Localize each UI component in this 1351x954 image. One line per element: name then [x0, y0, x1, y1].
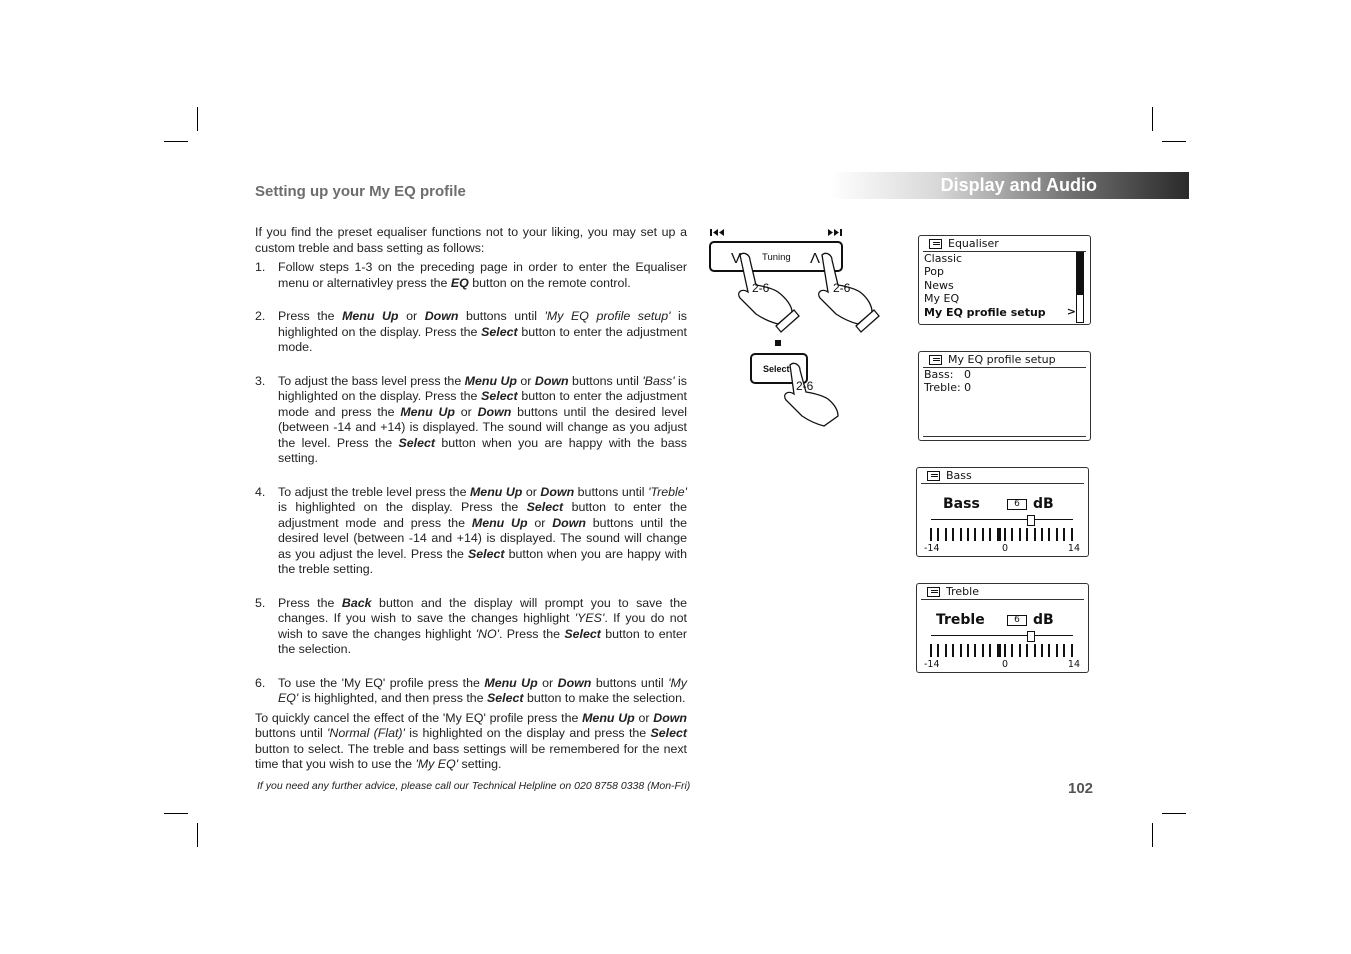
step-text: or: [455, 404, 478, 419]
scale-mid: 0: [1002, 543, 1009, 554]
screen-title: Bass: [946, 469, 972, 482]
step-text: button to enter the adjustment mode and press the: [278, 389, 687, 419]
scale-tick: [937, 528, 939, 541]
scale-tick: [982, 644, 984, 657]
eq-unit: dB: [1033, 496, 1054, 512]
menu-icon: [929, 239, 942, 249]
scale-tick: [1004, 644, 1006, 657]
step-text: Press the: [278, 595, 342, 610]
scale-tick: [1026, 644, 1028, 657]
scale-tick: [989, 644, 991, 657]
stop-icon: [775, 340, 781, 346]
crop-mark: [1152, 823, 1153, 847]
scale-tick: [930, 644, 932, 657]
menu-item: News: [924, 278, 954, 292]
step-text: buttons until: [591, 675, 669, 690]
scale-tick: [1071, 644, 1073, 657]
select-label: Select: [763, 364, 790, 374]
crop-mark: [1162, 141, 1186, 142]
step-ref-select: 2-6: [796, 379, 814, 393]
scale-tick: [967, 644, 969, 657]
screen-title: Treble: [946, 585, 979, 598]
scale-tick: [1019, 644, 1021, 657]
scale-tick: [1026, 528, 1028, 541]
menu-option: 'Treble': [648, 484, 688, 499]
step-text: button to make the selection.: [523, 691, 686, 705]
key-down: Down: [540, 484, 575, 499]
scale-tick: [1011, 528, 1013, 541]
menu-item: Classic: [924, 252, 963, 265]
equaliser-screen: [918, 235, 1091, 325]
step-text: To adjust the treble level press the: [278, 484, 470, 499]
scale-tick: [1056, 644, 1058, 657]
scale-tick: [997, 528, 1001, 541]
crop-mark: [1162, 813, 1186, 814]
menu-option: 'NO': [475, 626, 499, 641]
key-menu-up: Menu Up: [471, 515, 528, 530]
scale-tick: [945, 644, 947, 657]
step-text: To use the 'My EQ' profile press the: [278, 675, 485, 690]
banner-title: Display and Audio: [940, 175, 1097, 195]
menu-option: 'My EQ profile setup': [544, 309, 671, 323]
step-text: button to enter the adjustment mode and press the: [278, 500, 687, 530]
key-select: Select: [650, 726, 688, 740]
step-text: . Press the: [498, 626, 565, 641]
step-text: is highlighted on the display. Press the: [278, 373, 687, 403]
step-number: 1.: [255, 260, 266, 274]
para-text: button to select. The treble and bass settings will be remembered for the next time that you wish to use the: [255, 741, 687, 771]
treble-screen: [916, 583, 1089, 673]
step-ref-right: 2-6: [833, 281, 851, 295]
scale-tick: [1004, 528, 1006, 541]
scale-max: 14: [1067, 543, 1080, 554]
menu-item-selected: My EQ profile setup: [924, 305, 1046, 319]
step-text: To adjust the bass level press the: [278, 373, 465, 388]
final-paragraph: [255, 711, 687, 773]
bass-screen: [916, 467, 1089, 557]
step-text: buttons until: [458, 309, 545, 323]
step-text: buttons until the desired level (between -14 and +14) is displayed. The sound will change as you adjust the level. Press the: [278, 404, 687, 450]
key-down: Down: [534, 373, 569, 388]
key-select: Select: [481, 324, 518, 339]
screen-title: My EQ profile setup: [948, 353, 1056, 366]
eq-slider-handle: [1027, 515, 1035, 526]
scale-min: -14: [924, 659, 940, 670]
step-text: Press the: [278, 309, 343, 323]
key-select: Select: [398, 435, 435, 450]
step-3: [255, 374, 687, 467]
step-4: [255, 485, 687, 578]
crop-mark: [1152, 107, 1153, 131]
menu-icon: [927, 471, 940, 481]
scale-tick: [930, 528, 932, 541]
step-text: button to enter the selection.: [278, 626, 687, 656]
key-down: Down: [424, 309, 459, 323]
skip-back-icon: [710, 229, 724, 236]
step-text: button to enter the adjustment mode.: [278, 324, 687, 354]
step-number: 3.: [255, 373, 266, 388]
menu-item: My EQ: [924, 292, 960, 306]
scale-tick: [1063, 644, 1065, 657]
scale-tick: [1071, 528, 1073, 541]
step-text: or: [516, 373, 535, 388]
scale-tick: [974, 644, 976, 657]
crop-mark: [164, 141, 188, 142]
step-number: 5.: [255, 595, 266, 610]
para-text: is highlighted on the display and press the: [404, 726, 651, 740]
step-text: buttons until: [568, 373, 643, 388]
menu-icon: [929, 355, 942, 365]
step-number: 6.: [255, 675, 266, 690]
step-text: is highlighted, and then press the: [298, 691, 488, 705]
skip-forward-icon: [828, 229, 842, 236]
eq-value: 6: [1007, 615, 1027, 626]
treble-value: 0: [964, 381, 972, 395]
scale-tick: [1063, 528, 1065, 541]
key-menu-up: Menu Up: [469, 484, 523, 499]
key-select: Select: [481, 389, 518, 403]
tuning-down-arrow: V: [731, 250, 742, 267]
eq-slider-handle: [1027, 631, 1035, 642]
scale-tick: [1048, 644, 1050, 657]
scale-tick: [989, 528, 991, 541]
key-select: Select: [526, 500, 564, 514]
scale-min: -14: [924, 543, 940, 554]
menu-option: 'My EQ': [415, 757, 459, 771]
tuning-label: Tuning: [762, 252, 791, 263]
scrollbar: [1076, 252, 1084, 323]
step-text: is highlighted on the display. Press the: [278, 500, 527, 514]
menu-option: 'My EQ': [278, 675, 688, 705]
menu-option: 'YES': [574, 611, 605, 625]
page-number: 102: [1068, 780, 1094, 797]
step-6: [255, 676, 687, 707]
para-text: setting.: [458, 757, 502, 771]
step-text: button when you are happy with the treble setting.: [278, 546, 687, 576]
step-text: is highlighted on the display. Press the: [278, 309, 687, 339]
scale-tick: [982, 528, 984, 541]
bass-value: 0: [963, 368, 971, 381]
instructions: [255, 225, 687, 773]
scale-tick: [952, 528, 954, 541]
menu-icon: [927, 587, 940, 597]
intro-paragraph: If you find the preset equaliser functions not to your liking, you may set up a custom treble and bass setting as follows:: [255, 225, 687, 255]
treble-label: Treble:: [924, 381, 961, 395]
menu-item: Pop: [924, 265, 944, 279]
scale-tick: [1041, 528, 1043, 541]
eq-scale-ticks: [930, 644, 1076, 658]
step-text: Follow steps 1-3 on the preceding page in order to enter the Equaliser menu or alternativley press the: [278, 260, 687, 290]
scale-tick: [1056, 528, 1058, 541]
scale-tick: [1041, 644, 1043, 657]
key-back: Back: [341, 595, 372, 610]
crop-mark: [197, 107, 198, 131]
step-1: [255, 260, 687, 291]
scale-tick: [937, 644, 939, 657]
tuning-buttons-illustration: [700, 222, 890, 432]
key-menu-up: Menu Up: [582, 710, 635, 725]
helpline-note: If you need any further advice, please call our Technical Helpline on 020 8758 0338 (Mon-Fri): [257, 780, 691, 792]
scale-tick: [967, 528, 969, 541]
crop-mark: [197, 823, 198, 847]
eq-value: 6: [1007, 499, 1027, 510]
para-text: buttons until: [255, 726, 328, 740]
key-menu-up: Menu Up: [464, 373, 517, 388]
key-down: Down: [557, 675, 592, 690]
para-text: To quickly cancel the effect of the 'My EQ' profile press the: [255, 710, 583, 725]
step-5: [255, 596, 687, 658]
scale-tick: [1048, 528, 1050, 541]
para-text: or: [634, 710, 654, 725]
step-text: buttons until: [574, 484, 649, 499]
section-title: Setting up your My EQ profile: [255, 183, 466, 200]
step-number: 2.: [255, 309, 266, 323]
scale-tick: [952, 644, 954, 657]
step-text: . If you do not wish to save the changes highlight: [278, 611, 688, 641]
scale-mid: 0: [1002, 659, 1009, 670]
scale-tick: [1019, 528, 1021, 541]
key-down: Down: [653, 710, 687, 725]
step-text: or: [527, 515, 553, 530]
crop-mark: [164, 813, 188, 814]
scale-tick: [960, 528, 962, 541]
header-banner: [830, 172, 1189, 199]
key-select: Select: [487, 691, 524, 705]
scale-tick: [1034, 644, 1036, 657]
step-2: [255, 309, 687, 356]
key-down: Down: [477, 404, 512, 419]
eq-unit: dB: [1033, 612, 1054, 628]
step-text: button and the display will prompt you to save the changes. If you wish to save the changes highlight: [278, 595, 687, 625]
bass-label: Bass:: [924, 368, 954, 381]
step-number: 4.: [255, 484, 266, 499]
chevron-right-icon: >: [1066, 305, 1076, 318]
scale-tick: [1011, 644, 1013, 657]
menu-option: 'Normal (Flat)': [327, 726, 405, 740]
menu-option: 'Bass': [642, 373, 675, 388]
key-eq: EQ: [450, 275, 469, 290]
step-ref-left: 2-6: [752, 281, 770, 295]
key-menu-up: Menu Up: [400, 404, 455, 419]
scale-tick: [1034, 528, 1036, 541]
step-text: or: [522, 484, 541, 499]
key-select: Select: [468, 546, 505, 561]
step-text: buttons until the desired level (between -14 and +14) is displayed. The sound will change as you adjust the level. Press the: [278, 515, 688, 561]
key-down: Down: [552, 515, 586, 530]
scale-tick: [974, 528, 976, 541]
step-text: or: [398, 309, 425, 323]
screen-title: Equaliser: [948, 237, 999, 250]
scale-max: 14: [1067, 659, 1080, 670]
tuning-up-arrow: Λ: [810, 250, 821, 267]
scale-tick: [945, 528, 947, 541]
eq-band-label: Bass: [943, 496, 980, 512]
key-select: Select: [564, 626, 601, 641]
eq-scale-ticks: [930, 528, 1076, 542]
profile-setup-screen: [918, 351, 1091, 441]
step-text: button when you are happy with the bass setting.: [278, 435, 687, 465]
key-menu-up: Menu Up: [342, 309, 399, 323]
scale-tick: [960, 644, 962, 657]
step-text: button on the remote control.: [468, 275, 631, 290]
eq-band-label: Treble: [936, 612, 985, 628]
pointing-hand-icon: [785, 363, 838, 426]
key-menu-up: Menu Up: [484, 675, 538, 690]
step-text: or: [537, 675, 558, 690]
scale-tick: [997, 644, 1001, 657]
